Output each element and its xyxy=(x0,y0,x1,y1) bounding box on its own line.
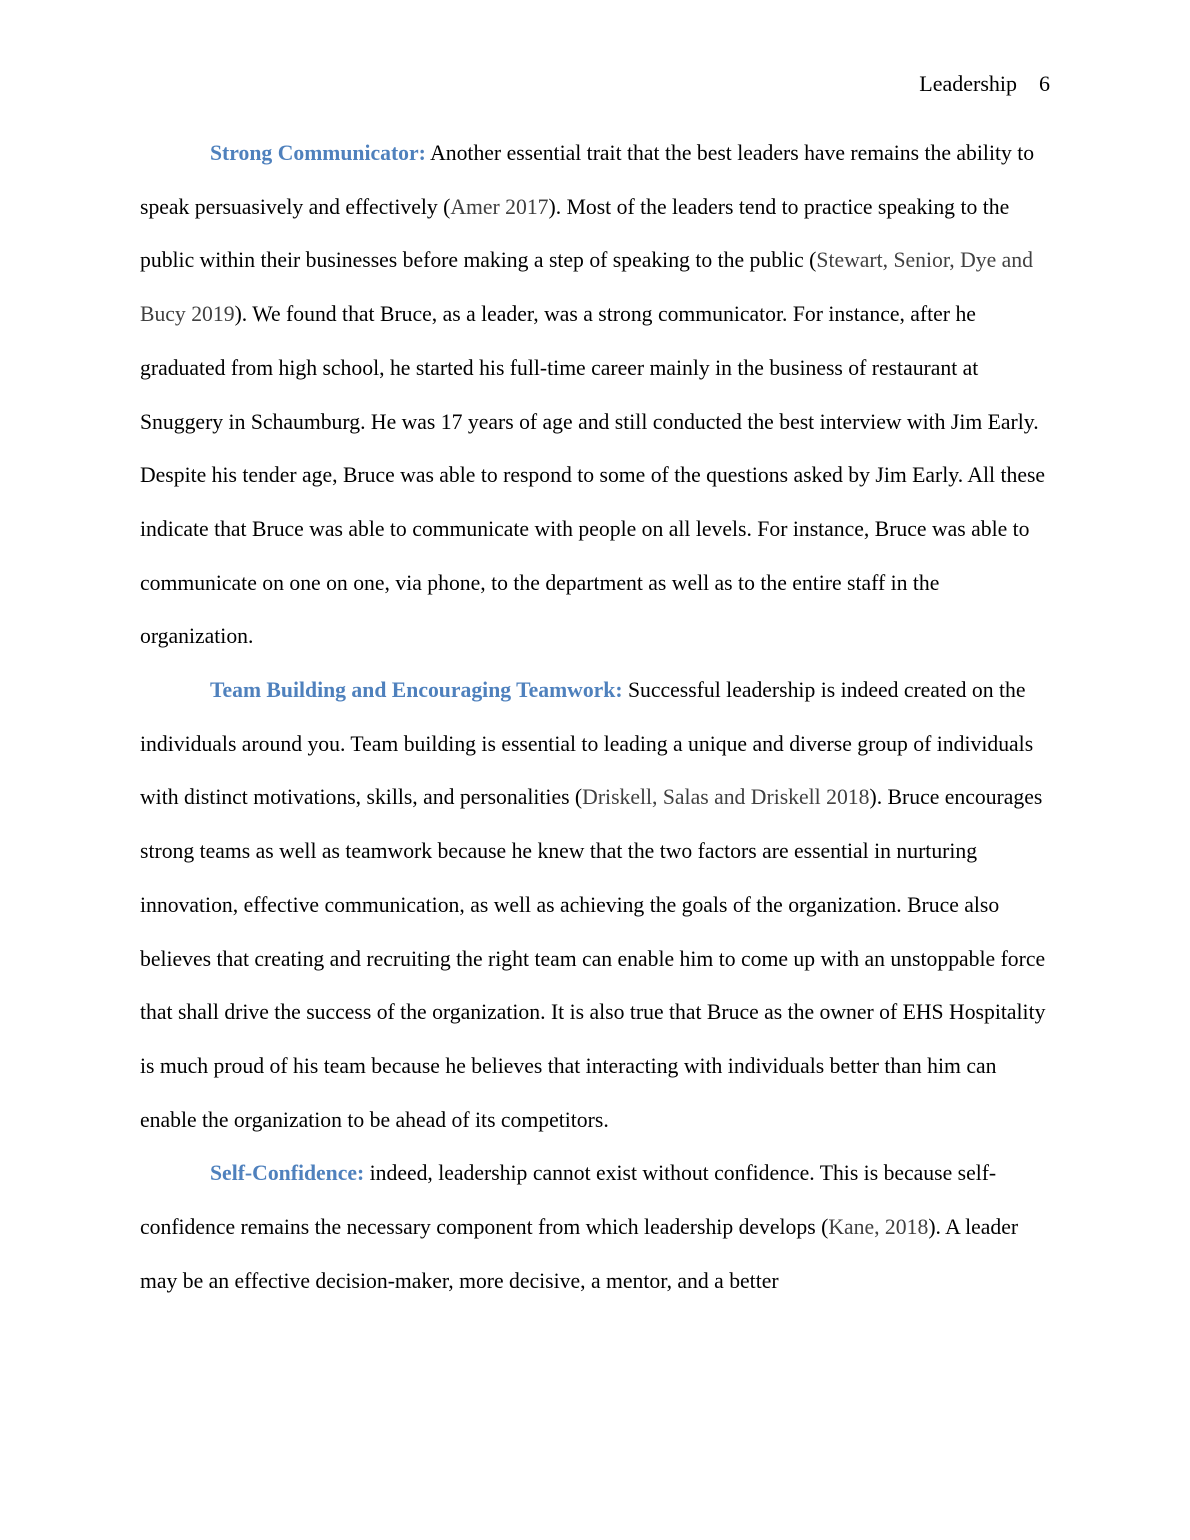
paragraph-text: indeed, leadership cannot exist without confidence. This is because self-confidence remains the necessary component from which leadership develops ( xyxy=(140,1161,997,1240)
citation-driskell-2018: Driskell, Salas and Driskell 2018 xyxy=(582,785,870,810)
citation-amer-2017: Amer 2017 xyxy=(450,194,549,219)
running-title: Leadership xyxy=(919,71,1017,96)
paragraph-text: ). Most of the leaders tend to practice speaking to the public within their businesses before making a step of speaking to the public ( xyxy=(140,194,1010,273)
citation-stewart-2019: Stewart, Senior, Dye and Bucy 2019 xyxy=(140,248,1033,327)
paragraph-text: Another essential trait that the best leaders have remains the ability to speak persuasively and effectively ( xyxy=(140,141,1035,219)
section-heading-strong-communicator: Strong Communicator: xyxy=(210,141,426,165)
section-heading-self-confidence: Self-Confidence: xyxy=(210,1161,365,1186)
paragraph-team-building xyxy=(140,664,1052,1147)
paragraph-text: ). A leader may be an effective decision-maker, more decisive, a mentor, and a better xyxy=(140,1215,1019,1293)
section-heading-team-building: Team Building and Encouraging Teamwork: xyxy=(210,678,623,703)
running-head xyxy=(919,71,1050,97)
paragraph-text: ). Bruce encourages strong teams as well as teamwork because he knew that the two factors are essential in nurturing innovation, effective communication, as well as achieving the goals of the organization. Bruce also believes that creating and recruiting the right team can enable him to come up with an unstoppable force that shall drive the success of the organization. It is also true that Bruce as the owner of EHS Hospitality is much proud of his team because he believes that interacting with individuals better than him can enable the organization to be ahead of its competitors. xyxy=(140,785,1046,1132)
page-number: 6 xyxy=(1039,71,1050,96)
document-body xyxy=(140,127,1052,1308)
paragraph-text: Successful leadership is indeed created on the individuals around you. Team building is essential to leading a unique and diverse group of individuals with distinct motivations, skills, and personalities ( xyxy=(140,678,1034,810)
paragraph-text: ). We found that Bruce, as a leader, was a strong communicator. For instance, after he graduated from high school, he started his full-time career mainly in the business of restaurant at Snuggery in Schaumburg. He was 17 years of age and still conducted the best interview with Jim Early. Despite his tender age, Bruce was able to respond to some of the questions asked by Jim Early. All these indicate that Bruce was able to communicate with people on all levels. For instance, Bruce was able to communicate on one on one, via phone, to the department as well as to the entire staff in the organization. xyxy=(140,302,1046,649)
paragraph-self-confidence xyxy=(140,1147,1052,1308)
citation-kane-2018: Kane, 2018 xyxy=(828,1215,929,1240)
paragraph-strong-communicator xyxy=(140,127,1052,664)
